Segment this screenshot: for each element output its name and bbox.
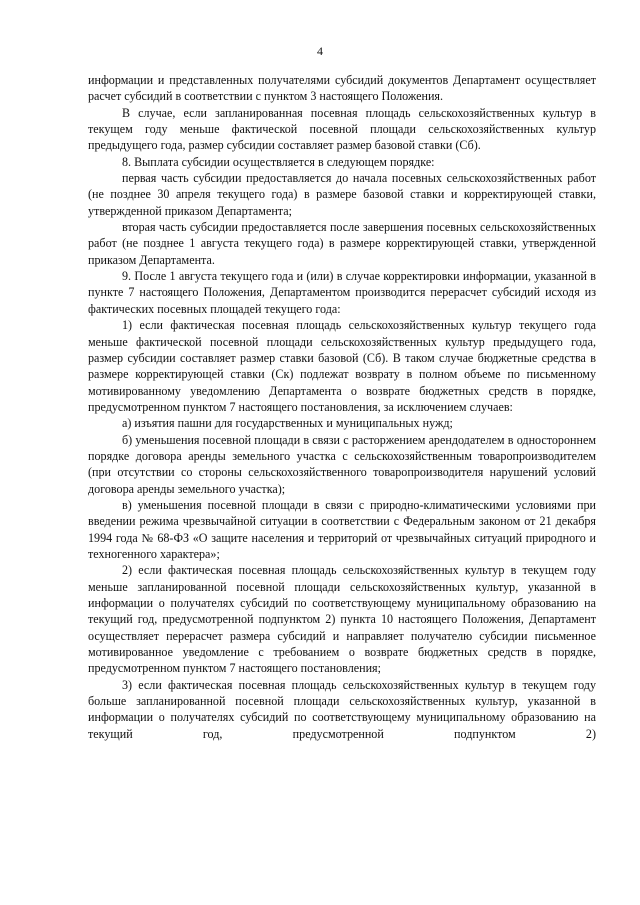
paragraph: 3) если фактическая посевная площадь сельскохозяйственных культур в текущем году больше запланированной посевной площади сельскохозяйственных культур, указанной в информации о получателях субсидий по соответствующему муниципальному образованию на текущий год, предусмотренной подпунктом 2) bbox=[88, 677, 596, 741]
paragraph: в) уменьшения посевной площади в связи с природно-климатическими условиями при введении режима чрезвычайной ситуации в соответствии с Федеральным законом от 21 декабря 1994 года № 68-ФЗ «О защите населения и территорий от чрезвычайных ситуаций природного и техногенного характера»; bbox=[88, 497, 596, 561]
paragraph: 2) если фактическая посевная площадь сельскохозяйственных культур в текущем году меньше запланированной посевной площади сельскохозяйственных культур, указанной в информации о получателях субсидий по соответствующему муниципальному образованию на текущий год, предусмотренной подпунктом 2) пункта 10 настоящего Положения, Департамент осуществляет перерасчет размера субсидий и направляет получателю субсидии письменное мотивированное уведомление с требованием о возврате бюджетных средств в порядке, предусмотренном пунктом 7 настоящего постановления; bbox=[88, 563, 596, 676]
paragraph: информации и представленных получателями субсидий документов Департамент осуществляет расчет субсидий в соответствии с пунктом 3 настоящего Положения. bbox=[88, 73, 596, 104]
document-body bbox=[88, 72, 596, 742]
paragraph: 8. Выплата субсидии осуществляется в следующем порядке: bbox=[122, 154, 435, 169]
paragraph: а) изъятия пашни для государственных и муниципальных нужд; bbox=[122, 416, 453, 431]
paragraph: б) уменьшения посевной площади в связи с расторжением арендодателем в одностороннем порядке договора аренды земельного участка с сельскохозяйственным товаропроизводителем (при отсутствии со стороны сельскохозяйственного товаропроизводителя нарушений условий договора аренды земельного участка); bbox=[88, 432, 596, 496]
paragraph: 9. После 1 августа текущего года и (или) в случае корректировки информации, указанной в пункте 7 настоящего Положения, Департаментом производится перерасчет субсидий исходя из фактических посевных площадей текущего года: bbox=[88, 269, 596, 316]
paragraph: первая часть субсидии предоставляется до начала посевных сельскохозяйственных работ (не позднее 30 апреля текущего года) в размере базовой ставки и корректирующей ставки, утвержденной приказом Департамента; bbox=[88, 171, 596, 218]
paragraph: 1) если фактическая посевная площадь сельскохозяйственных культур текущего года меньше фактической посевной площади сельскохозяйственных культур предыдущего года, размер субсидии составляет размер ставки базовой (Сб). В таком случае бюджетные средства в размере корректирующей ставки (Ск) подлежат возврату в полном объеме по письменному мотивированному уведомлению Департамента о возврате бюджетных средств в порядке, предусмотренном пунктом 7 настоящего постановления, за исключением случаев: bbox=[88, 318, 596, 414]
page-number: 4 bbox=[317, 44, 323, 58]
paragraph: вторая часть субсидии предоставляется после завершения посевных сельскохозяйственных работ (не позднее 1 августа текущего года) в размере корректирующей ставки, утвержденной приказом Департамента. bbox=[88, 220, 596, 267]
paragraph: В случае, если запланированная посевная площадь сельскохозяйственных культур в текущем году меньше фактической посевной площади сельскохозяйственных культур предыдущего года, размер субсидии составляет размер базовой ставки (Сб). bbox=[88, 105, 596, 153]
